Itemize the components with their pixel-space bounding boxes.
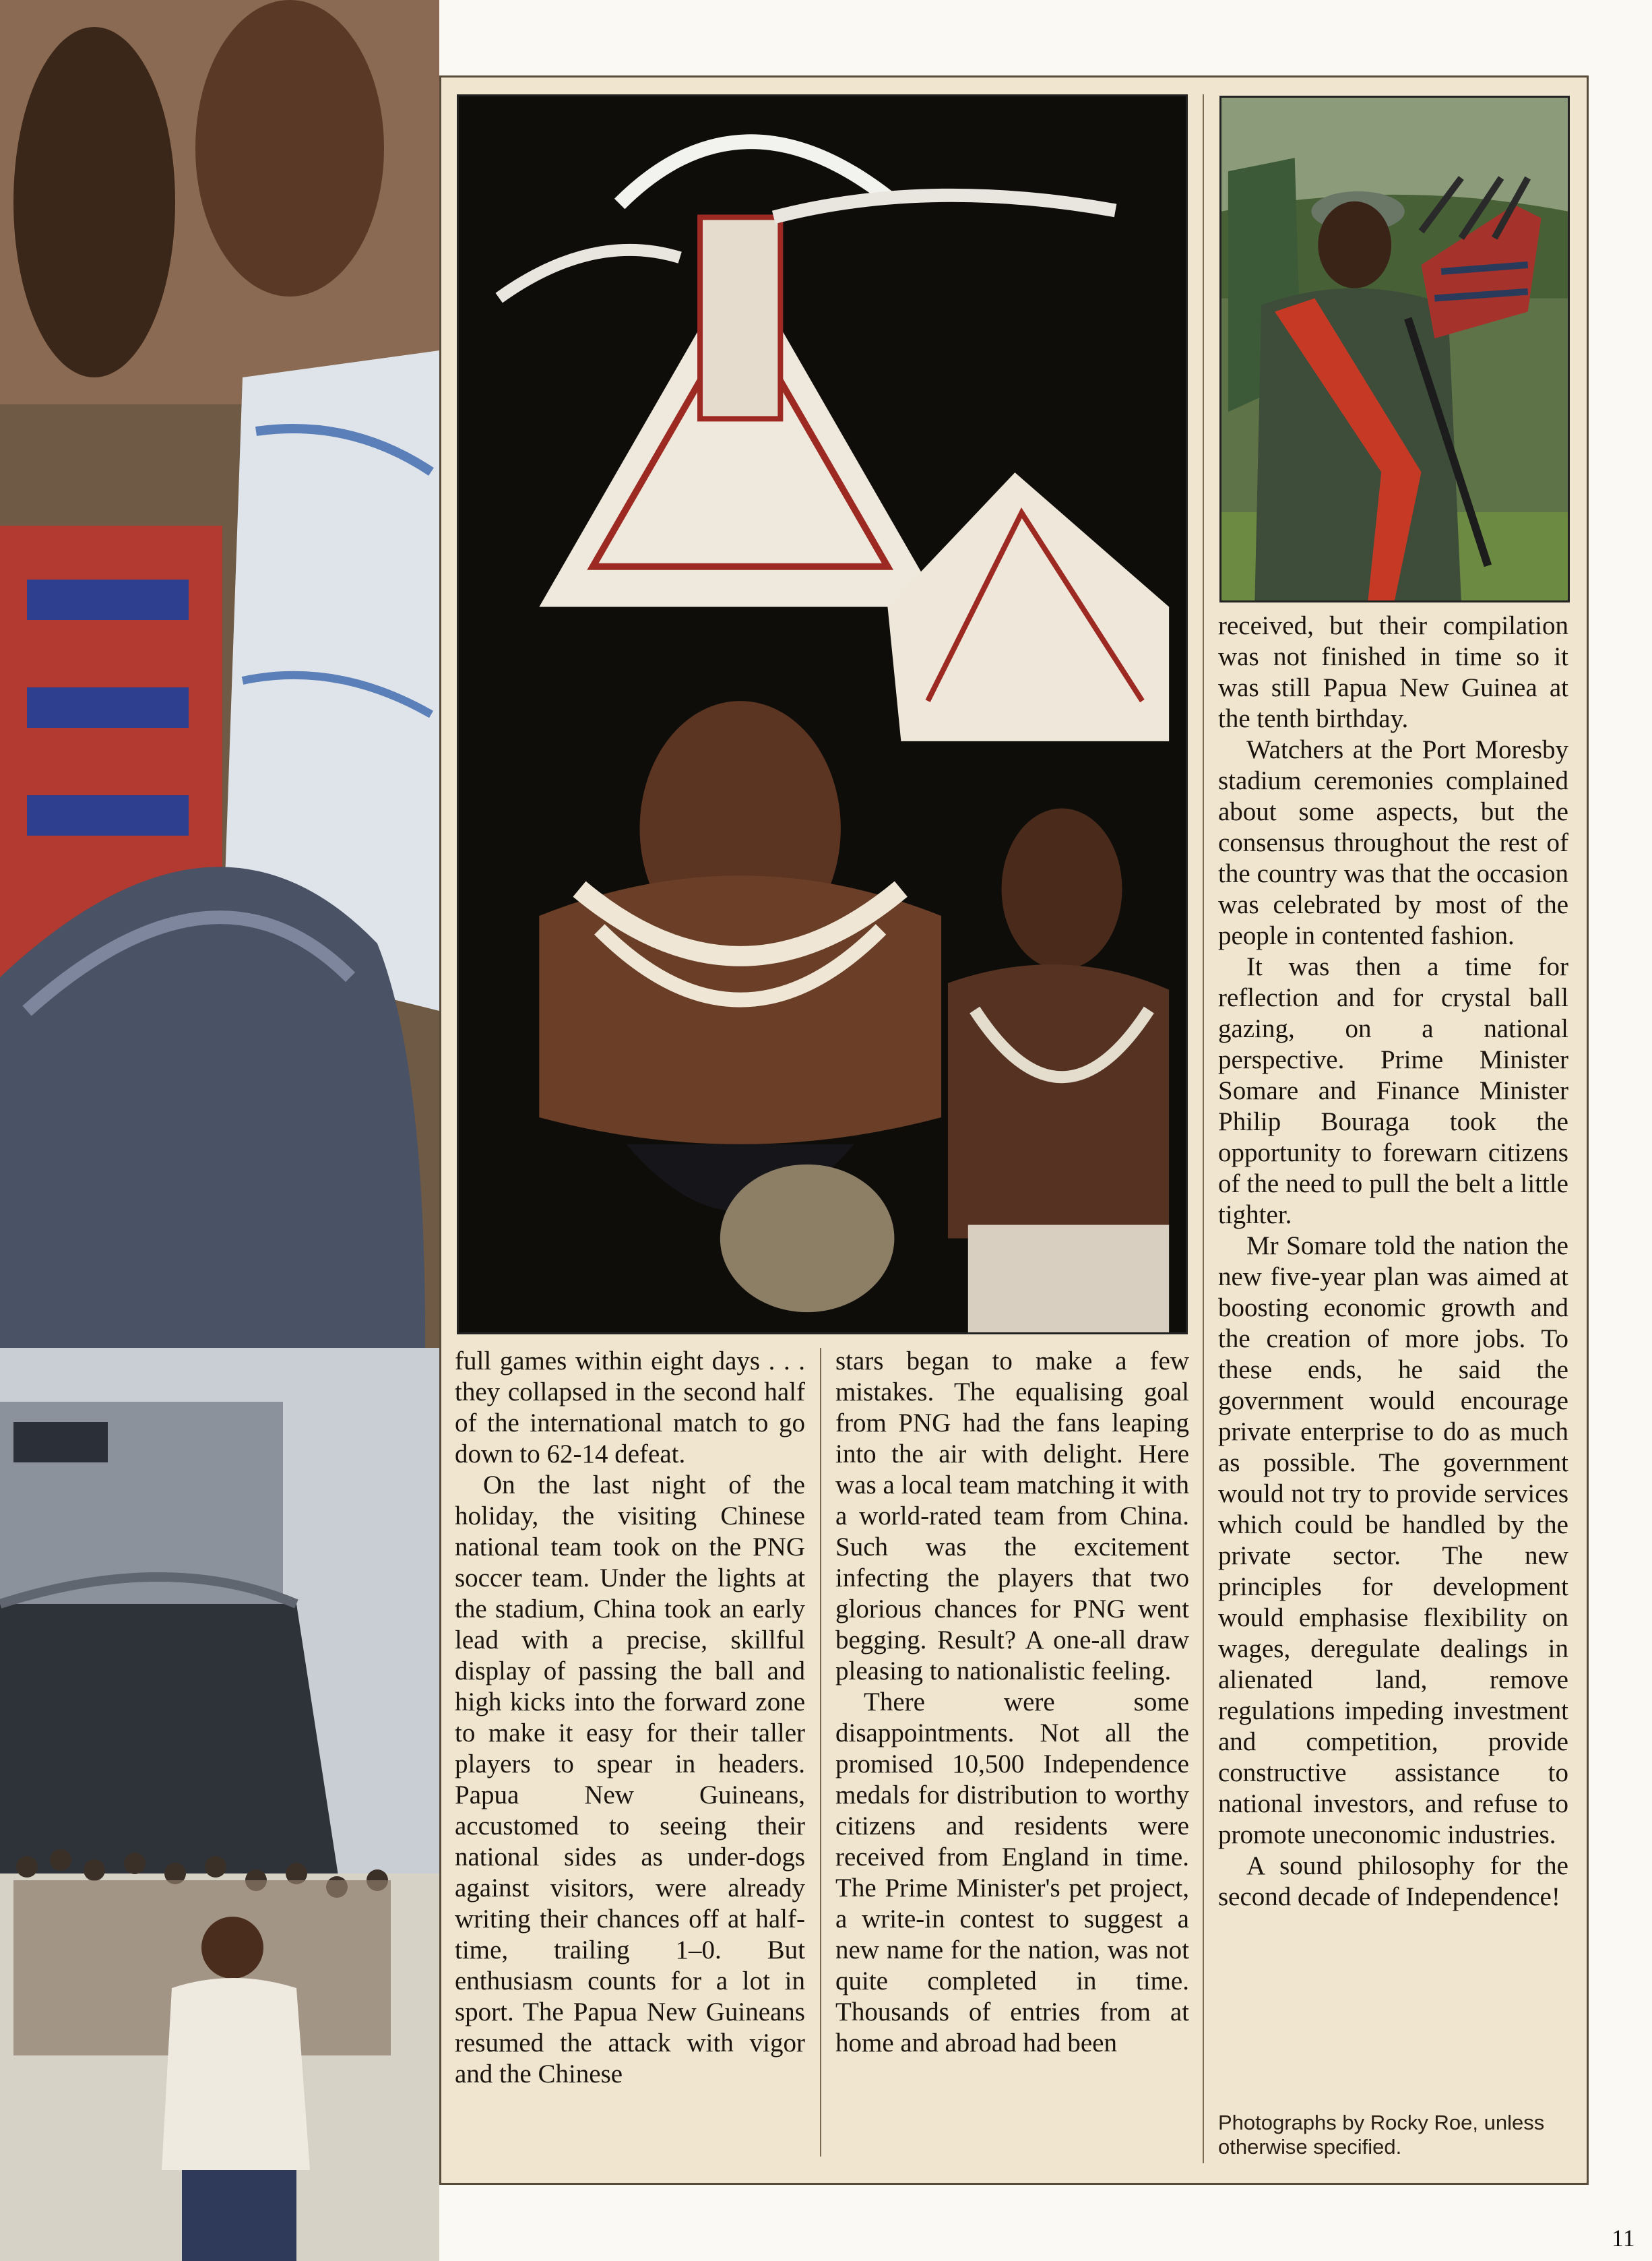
column-divider [1203,94,1204,2163]
photo-bagpiper [1219,96,1570,602]
photo-credit: Photographs by Rocky Roe, unless otherwise specified. [1218,2111,1545,2159]
paragraph: A sound philosophy for the second decade of Independence! [1218,1851,1568,1911]
paragraph: stars began to make a few mistakes. The equalising goal from PNG had the fans leaping into the air with delight. Here was a local team matching it with a world-rated team from China. Such was the excitement infecting the players that two glorious chances for PNG went begging. Result? A one-all draw pleasing to nationalistic feeling. [835,1346,1189,1685]
article-column-3 [1218,611,1568,2093]
paragraph: It was then a time for reflection and for crystal ball gazing, on a national perspective. Prime Minister Somare and Finance Minister Philip Bouraga took the opportunity to forewarn citizens of the need to pull the belt a little tighter. [1218,952,1568,1229]
column-divider [820,1348,821,2157]
paragraph: There were some disappointments. Not all the promised 10,500 Independence medals for distribution to worthy citizens and residents were received from England in time. The Prime Minister's pet project, a write-in contest to suggest a new name for the nation, was not quite completed in time. Thousands of entries from at home and abroad had been [835,1687,1189,2057]
article-column-2 [835,1346,1189,2161]
paragraph: full games within eight days . . . they collapsed in the second half of the international match to go down to 62-14 defeat. [455,1346,805,1468]
paragraph: Watchers at the Port Moresby stadium ceremonies complained about some aspects, but the consensus throughout the rest of the country was that the occasion was celebrated by most of the people in contented fashion. [1218,735,1568,950]
photo-highland-dancers [457,94,1188,1334]
paragraph: Mr Somare told the nation the new five-year plan was aimed at boosting economic growth and the creation of more jobs. To these ends, he said the government would encourage private enterprise to do as much as possible. The government would not try to provide services which could be handled by the private sector. The new principles for development would emphasise flexibility on wages, deregulate dealings in alienated land, remove regulations impeding investment and competition, provide constructive assistance to national investors, and refuse to promote uneconomic industries. [1218,1231,1568,1849]
photo-dancers-and-aircraft [0,0,439,2261]
paragraph: received, but their compilation was not finished in time so it was still Papua New Guinea at the tenth birthday. [1218,611,1568,733]
paragraph: On the last night of the holiday, the visiting Chinese national team took on the PNG soccer team. Under the lights at the stadium, China took an early lead with a precise, skillful display of passing the ball and high kicks into the forward zone to make it easy for their taller players to spear in headers. Papua New Guineans, accustomed to seeing their national sides as under-dogs against visitors, were already writing their chances off at half-time, trailing 1–0. But enthusiasm counts for a lot in sport. The Papua New Guineans resumed the attack with vigor and the Chinese [455,1470,805,2088]
article-column-1 [455,1346,805,2161]
page-number: 11 [1612,2225,1635,2252]
